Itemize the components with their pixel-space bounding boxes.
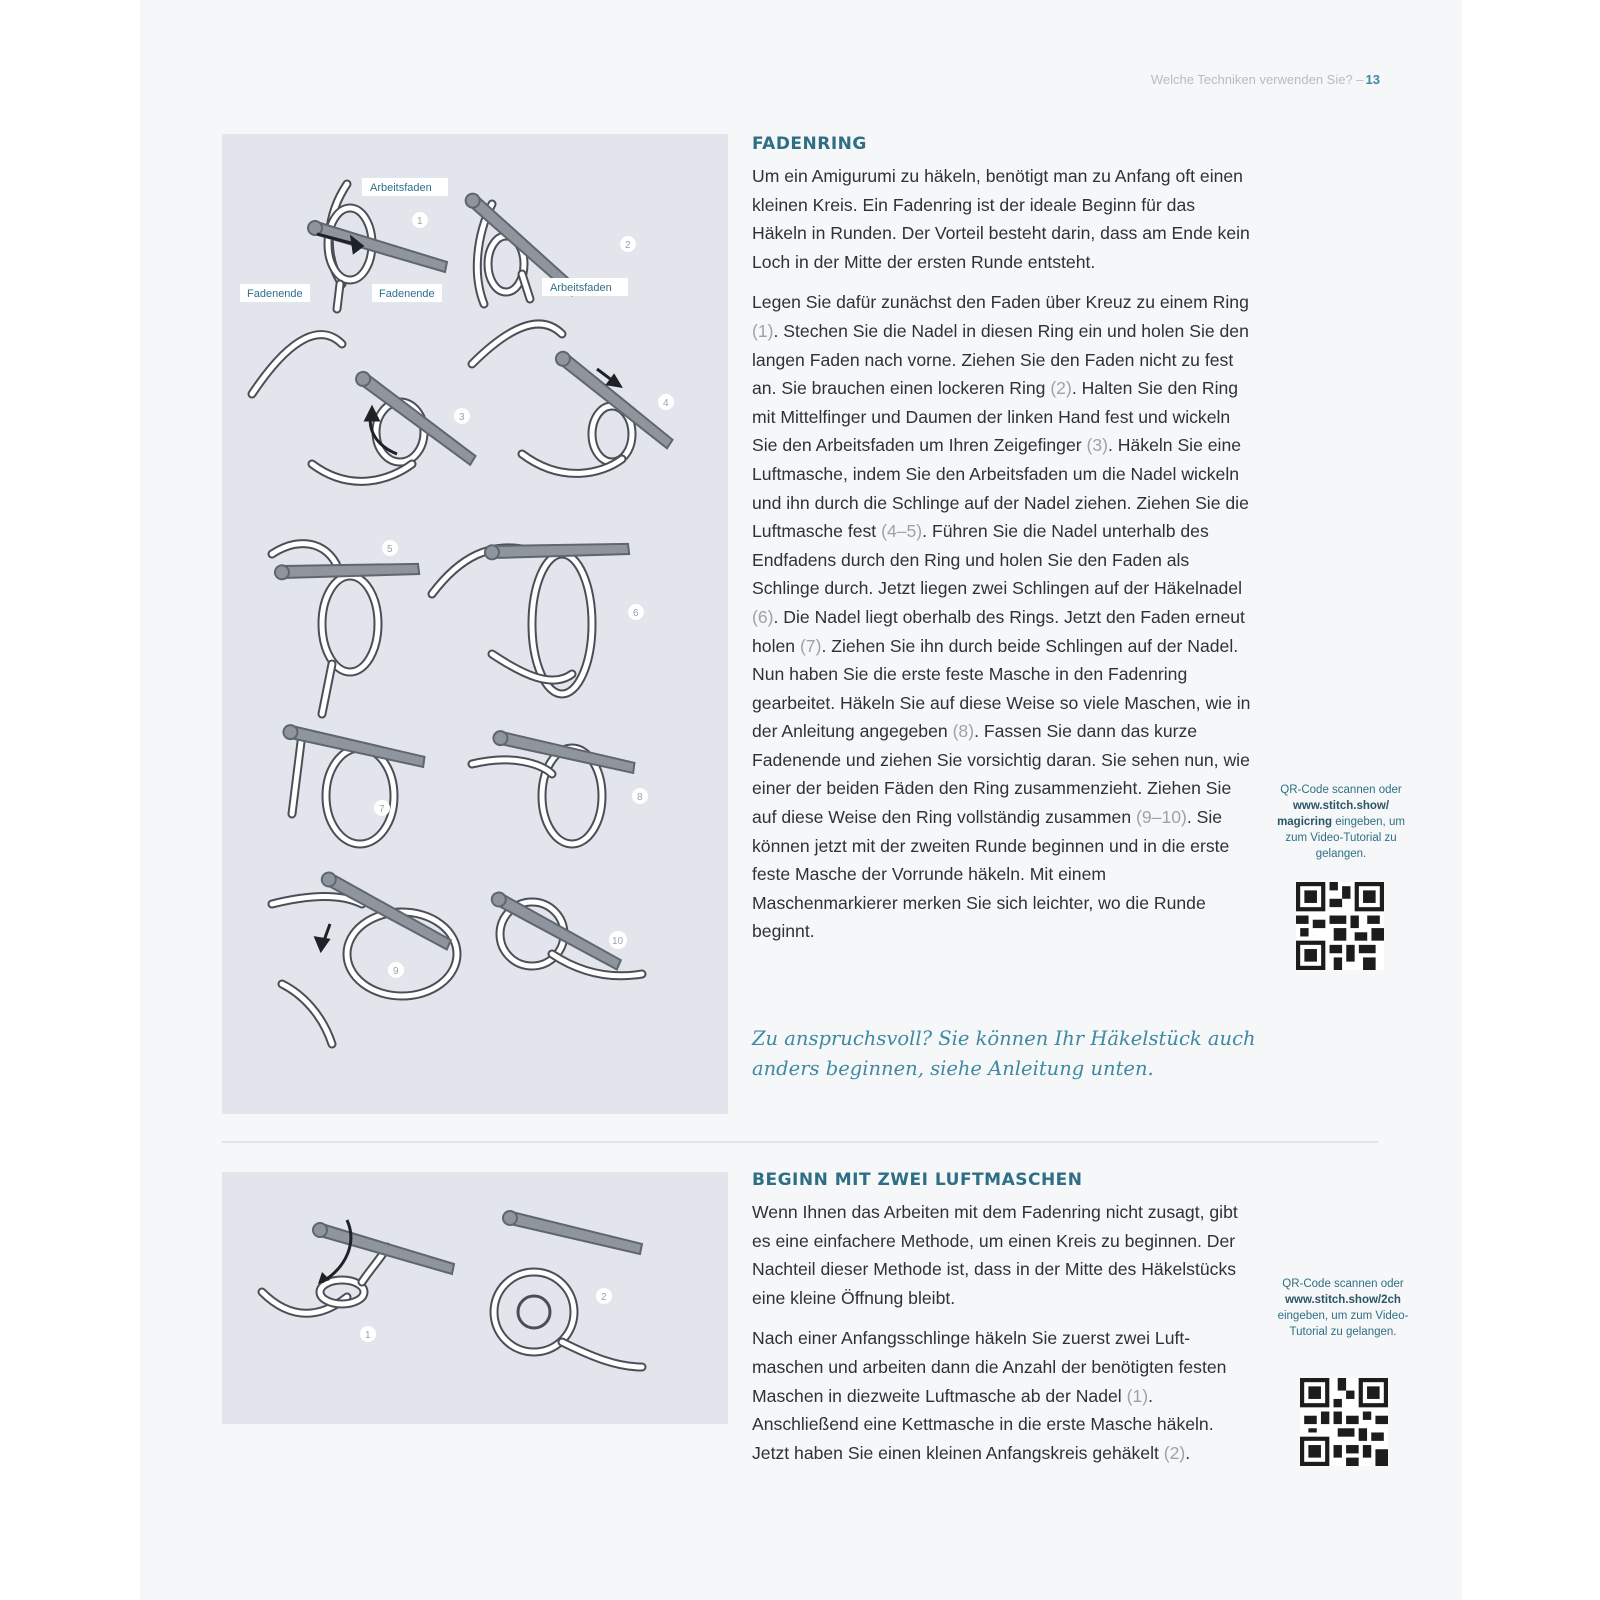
label-working-thread-2: Arbeitsfaden bbox=[550, 282, 612, 294]
fadenring-body bbox=[752, 162, 1252, 958]
qr-url[interactable]: www.stitch.show/ magicring bbox=[1277, 800, 1390, 828]
step-number: 7 bbox=[379, 804, 385, 815]
step-number: 4 bbox=[663, 398, 669, 409]
qr-code-2ch[interactable] bbox=[1300, 1378, 1388, 1466]
label-working-thread-1: Arbeitsfaden bbox=[370, 182, 432, 194]
step-9-drawing bbox=[272, 897, 457, 1045]
step-number: 2 bbox=[625, 240, 631, 251]
running-head bbox=[1030, 72, 1380, 87]
fadenring-illustration-panel bbox=[222, 134, 728, 1114]
step-number: 9 bbox=[393, 966, 399, 977]
step-number: 1 bbox=[365, 1330, 371, 1341]
label-thread-end-2: Fadenende bbox=[379, 288, 435, 300]
qr-code-magicring[interactable] bbox=[1296, 882, 1384, 970]
step-number: 6 bbox=[633, 608, 639, 619]
section-heading-fadenring: FADENRING bbox=[752, 134, 867, 154]
step-number: 8 bbox=[637, 792, 643, 803]
qr-url[interactable]: www.stitch.show/2ch bbox=[1285, 1294, 1401, 1306]
section-heading-luftmaschen: BEGINN MIT ZWEI LUFTMASCHEN bbox=[752, 1170, 1083, 1190]
luftmaschen-steps-drawing bbox=[222, 1172, 728, 1424]
fadenring-steps-drawing bbox=[222, 134, 728, 1114]
step-6-drawing bbox=[432, 548, 592, 694]
section-divider bbox=[222, 1141, 1378, 1143]
label-thread-end-1: Fadenende bbox=[247, 288, 303, 300]
luftmaschen-illustration-panel bbox=[222, 1172, 728, 1424]
qr-note-2ch: QR-Code scannen oder www.stitch.show/2ch eingeben, um zum Video-Tutorial zu gelangen. bbox=[1277, 1278, 1409, 1338]
step-number: 2 bbox=[601, 1292, 607, 1303]
script-note-line1: Zu anspruchsvoll? Sie können Ihr Häkelstück auch bbox=[752, 1027, 1256, 1050]
running-title: Welche Techniken verwenden Sie? – bbox=[1150, 72, 1364, 87]
step-number: 3 bbox=[459, 412, 465, 423]
page-number: 13 bbox=[1365, 72, 1380, 87]
step-number: 10 bbox=[612, 936, 624, 947]
luftmaschen-instructions: Nach einer Anfangsschlinge häkeln Sie zuerst zwei Luftmaschen und arbeiten dann die Anzahl der benötigten festen Maschen in diezweite Luftmasche ab der Nadel (1). Anschließend eine Kettmasche in die erste Masche häkeln. Jetzt haben Sie einen kleinen Anfangskreis gehäkelt (2). bbox=[752, 1328, 1227, 1463]
script-note-line2: anders beginnen, siehe Anleitung unten. bbox=[752, 1057, 1154, 1080]
luftmaschen-body bbox=[752, 1198, 1252, 1479]
fadenring-instructions: Legen Sie dafür zunächst den Faden über Kreuz zu einem Ring (1). Stechen Sie die Nadel in diesen Ring ein und holen Sie den langen Faden nach vorne. Ziehen Sie den Faden nicht zu fest an. Sie brauchen einen lockeren Ring (2). Halten Sie den Ring mit Mittelfinger und Daumen der linken Hand fest und wickeln Sie den Arbeitsfaden um Ihren Zeigefinger (3). Häkeln Sie eine Luftmasche, indem Sie den Arbeitsfaden um die Nadel wickeln und ihn durch die Schlinge auf der Nadel ziehen. Ziehen Sie die Luftmasche fest (4–5). Führen Sie die Nadel unterhalb des Endfadens durch den Ring und holen Sie den Faden als Schlinge durch. Jetzt liegen zwei Schlingen auf der Häkelnadel (6). Die Nadel liegt oberhalb des Rings. Jetzt den Faden erneut holen (7). Ziehen Sie ihn durch beide Schlingen auf der Nadel. Nun haben Sie die erste feste Masche in den Fadenring gearbeitet. Häkeln Sie auf diese Weise so viele Maschen, wie in der Anleitung angegeben (8). Fassen Sie dann das kurze Fadenende und ziehen Sie vorsichtig daran. Sie sehen nun, wie einer der beiden Fäden den Ring zusammenzieht. Ziehen Sie auf diese Weise den Ring vollständig zusammen (9–10). Sie können jetzt mit der zweiten Runde beginnen und in die erste feste Masche der Vorrunde häkeln. Mit einem Maschenmarkierer merken Sie sich leichter, wo die Runde beginnt. bbox=[752, 292, 1251, 942]
step-number: 1 bbox=[417, 216, 423, 227]
fadenring-intro: Um ein Amigurumi zu häkeln, benötigt man zu Anfang oft einen kleinen Kreis. Ein Fadenring ist der ideale Beginn für das Häkeln in Runden. Der Vorteil besteht darin, dass am Ende kein Loch in der Mitte der ersten Runde entsteht. bbox=[752, 166, 1250, 272]
step-number: 5 bbox=[387, 544, 393, 555]
script-note bbox=[752, 1024, 1272, 1084]
luftmaschen-intro: Wenn Ihnen das Arbeiten mit dem Fadenring nicht zusagt, gibt es eine einfachere Methode, um einen Kreis zu beginnen. Der Nachteil dieser Methode ist, dass in der Mitte des Häkelstücks eine kleine Öffnung bleibt. bbox=[752, 1202, 1238, 1308]
qr-note-magicring: QR-Code scannen oder www.stitch.show/ magicring eingeben, um zum Video-Tutorial zu gelangen. bbox=[1277, 784, 1405, 860]
